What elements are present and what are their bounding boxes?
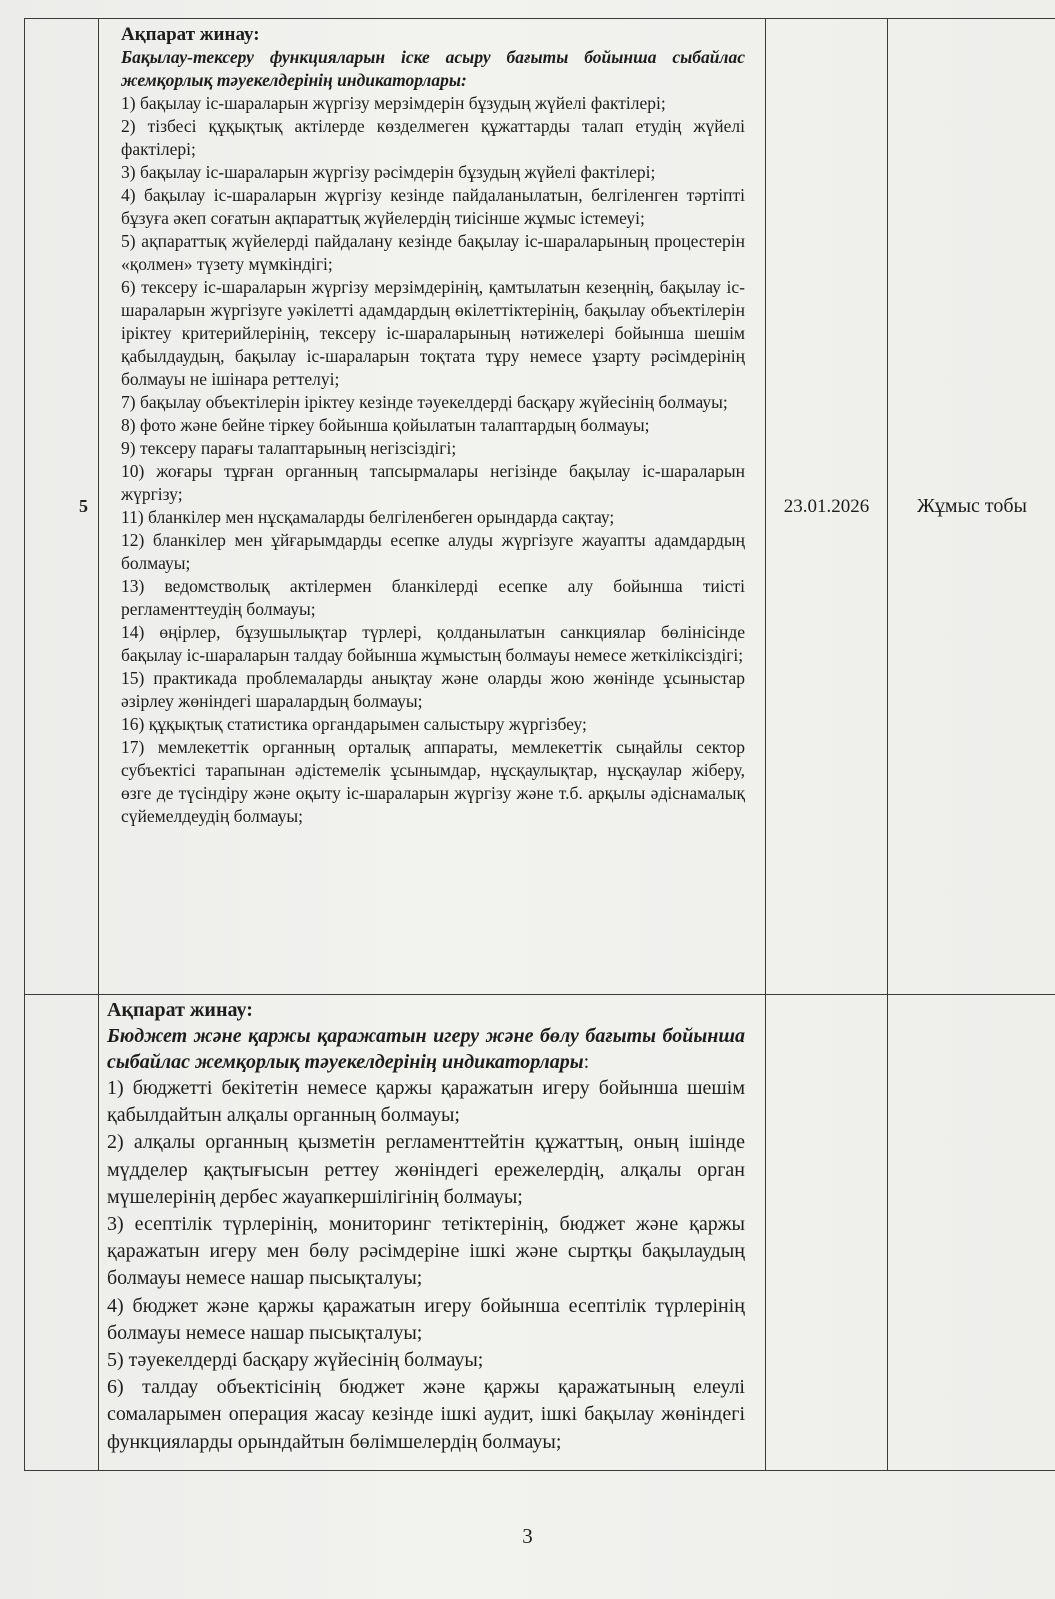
list-item: 5) ақпараттық жүйелерді пайдалану кезінде бақылау іс-шараларының процестерін «қолмен» түзету мүмкіндігі; xyxy=(121,231,745,274)
list-item: 13) ведомстволық актілермен бланкілерді есепке алу бойынша тиісті регламенттеудің болмауы; xyxy=(121,576,745,619)
page-number: 3 xyxy=(522,1524,533,1548)
list-item: 4) бюджет және қаржы қаражатын игеру бойынша есептілік түрлерінің болмауы немесе нашар пысықталуы; xyxy=(107,1294,745,1344)
section-subheading: Бақылау-тексеру функцияларын іске асыру бағыты бойынша сыбайлас жемқорлық тәуекелдерінің индикаторлары: xyxy=(121,47,745,90)
responsible-cell xyxy=(888,995,1055,1471)
table-row xyxy=(25,19,1055,995)
measure-cell xyxy=(99,19,766,995)
section-heading: Ақпарат жинау: xyxy=(121,24,260,45)
list-item: 6) талдау объектісінің бюджет және қаржы қаражатының елеулі сомаларымен операция жасау кезінде ішкі аудит, ішкі бақылау жөніндегі функцияларды орындайтын бөлімшелердің болмауы; xyxy=(107,1376,745,1453)
list-item: 8) фото және бейне тіркеу бойынша қойылатын талаптардың болмауы; xyxy=(121,415,650,435)
row-number-cell xyxy=(25,19,99,995)
list-item: 1) бақылау іс-шараларын жүргізу мерзімдерін бұзудың жүйелі фактілері; xyxy=(121,93,666,113)
deadline-cell xyxy=(766,995,888,1471)
list-item: 1) бюджетті бекітетін немесе қаржы қаражатын игеру бойынша шешім қабылдайтын алқалы органның болмауы; xyxy=(107,1077,745,1127)
list-item: 6) тексеру іс-шараларын жүргізу мерзімдерінің, қамтылатын кезеңнің, бақылау іс-шараларын жүргізуге уәкілетті адамдардың өкілеттіктерінің, бақылау объектілерін іріктеу критерийлерінің, тексеру іс-шараларының нәтижелері бойынша шешім қабылдаудың, бақылау іс-шараларын тоқтата тұру немесе ұзарту рәсімдерінің болмауы не ішінара реттелуі; xyxy=(121,277,745,389)
measure-cell xyxy=(99,995,766,1471)
list-item: 17) мемлекеттік органның орталық аппараты, мемлекеттік сыңайлы сектор субъектісі тарапынан әдістемелік ұсынымдар, нұсқаулықтар, нұсқаулар жіберу, өзге де түсіндіру және оқыту іс-шараларын жүргізу және т.б. арқылы әдіснамалық сүйемелдеудің болмауы; xyxy=(121,737,745,826)
section-subheading: Бюджет және қаржы қаражатын игеру және бөлу бағыты бойынша сыбайлас жемқорлық тәуекелдерінің индикаторлары: xyxy=(107,1025,745,1073)
list-item: 9) тексеру парағы талаптарының негізсіздігі; xyxy=(121,438,457,458)
plan-table xyxy=(24,18,1055,1471)
list-item: 2) алқалы органның қызметін регламенттейтін құжаттың, оның ішінде мүдделер қақтығысын реттеу жөніндегі ережелердің, алқалы орган мүшелерінің дербес жауапкершілігінің болмауы; xyxy=(107,1131,745,1208)
deadline-date: 23.01.2026 xyxy=(783,495,870,517)
list-item: 14) өңірлер, бұзушылықтар түрлері, қолданылатын санкциялар бөлінісінде бақылау іс-шараларын талдау бойынша жұмыстың болмауы немесе жеткіліксіздігі; xyxy=(121,622,745,665)
row-number-cell xyxy=(25,995,99,1471)
list-item: 15) практикада проблемаларды анықтау және оларды жою жөнінде ұсыныстар әзірлеу жөніндегі шаралардың болмауы; xyxy=(121,668,745,711)
section-heading: Ақпарат жинау: xyxy=(107,999,253,1021)
list-item: 16) құқықтық статистика органдарымен салыстыру жүргізбеу; xyxy=(121,714,587,734)
list-item: 12) бланкілер мен ұйғарымдарды есепке алуды жүргізуге жауапты адамдардың болмауы; xyxy=(121,530,745,573)
list-item: 5) тәуекелдерді басқару жүйесінің болмауы; xyxy=(107,1349,484,1372)
responsible-party: Жұмыс тобы xyxy=(917,495,1027,517)
list-item: 2) тізбесі құқықтық актілерде көзделмеген құжаттарды талап етудің жүйелі фактілері; xyxy=(121,116,745,159)
deadline-cell xyxy=(766,19,888,995)
list-item: 11) бланкілер мен нұсқамаларды белгіленбеген орындарда сақтау; xyxy=(121,507,615,527)
list-item: 3) есептілік түрлерінің, мониторинг тетіктерінің, бюджет және қаржы қаражатын игеру мен бөлу рәсімдеріне ішкі және сыртқы бақылаудың болмауы немесе нашар пысықталуы; xyxy=(107,1213,745,1290)
responsible-cell xyxy=(888,19,1055,995)
row-number: 5 xyxy=(79,496,88,516)
table-row xyxy=(25,995,1055,1471)
list-item: 10) жоғары тұрған органның тапсырмалары негізінде бақылау іс-шараларын жүргізу; xyxy=(121,461,745,504)
list-item: 3) бақылау іс-шараларын жүргізу рәсімдерін бұзудың жүйелі фактілері; xyxy=(121,162,656,182)
list-item: 7) бақылау объектілерін іріктеу кезінде тәуекелдерді басқару жүйесінің болмауы; xyxy=(121,392,728,412)
list-item: 4) бақылау іс-шараларын жүргізу кезінде пайдаланылатын, белгіленген тәртіпті бұзуға әкеп соғатын ақпараттық жүйелердің тиісінше жұмыс істемеуі; xyxy=(121,185,745,228)
